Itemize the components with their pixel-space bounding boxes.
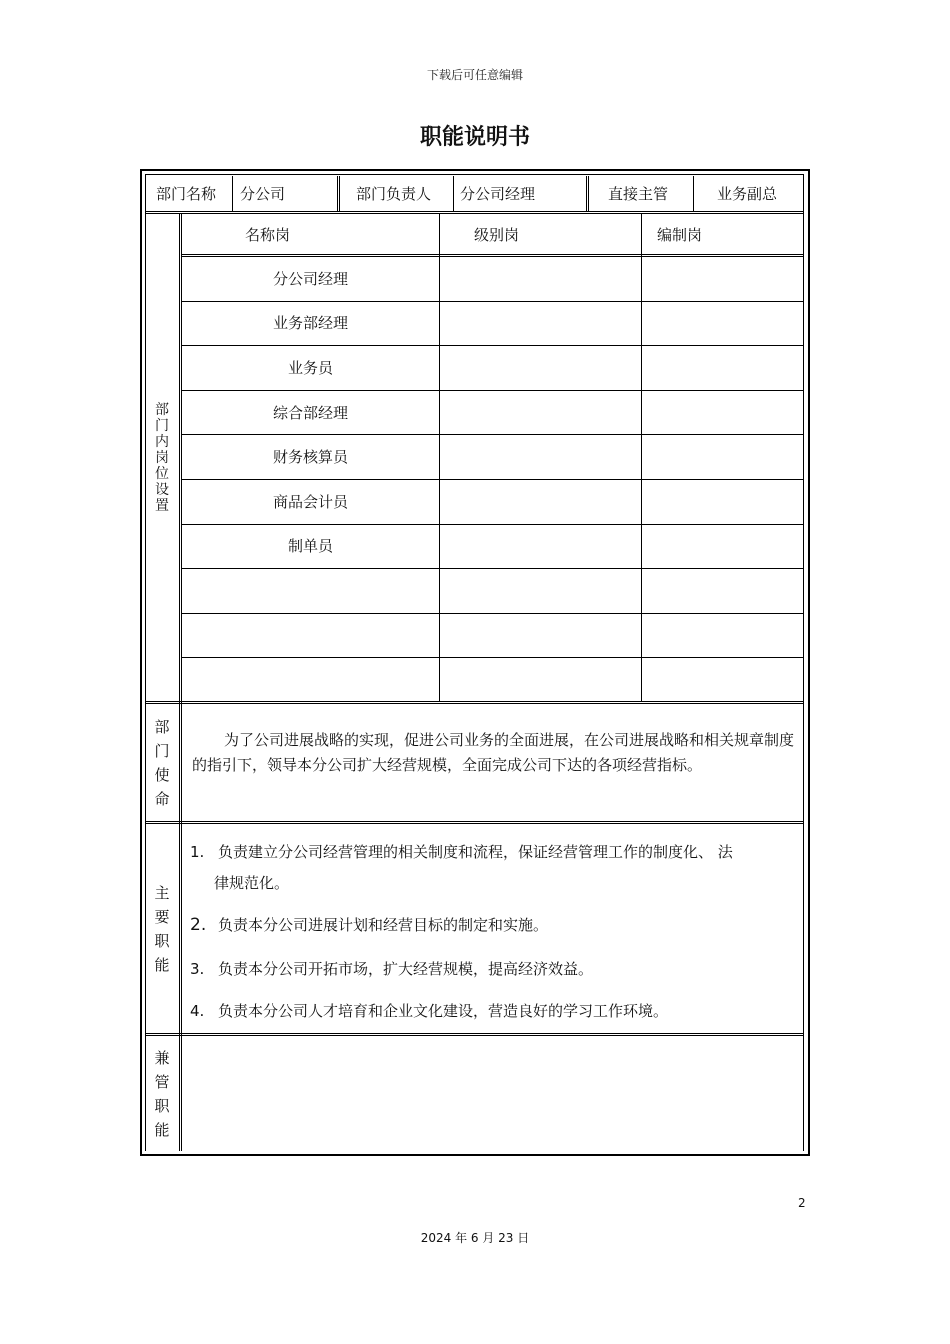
position-name-cell: 财务核算员	[272, 448, 348, 467]
mission-side-label: 部 门 使 命	[154, 717, 170, 808]
page-number: 2	[798, 1196, 806, 1210]
position-name-cell: 商品会计员	[272, 492, 348, 511]
header-note: 下载后可任意编辑	[426, 68, 523, 82]
position-name-cell: 制单员	[287, 537, 333, 556]
duty-item: 3. 负责本分公司开拓市场，扩大经营规模，提高经济效益。	[190, 960, 594, 978]
duty-item: 4. 负责本分公司人才培育和企业文化建设，营造良好的学习工作环境。	[190, 1002, 669, 1020]
position-name-cell	[182, 613, 439, 658]
duty-item: 2. 负责本分公司进展计划和经营目标的制定和实施。	[190, 915, 549, 935]
top-divider	[586, 176, 589, 211]
dept-head-value: 分公司经理	[460, 185, 536, 203]
section-divider	[145, 701, 804, 704]
position-row-border	[182, 568, 804, 569]
position-name-cell: 综合部经理	[272, 403, 348, 422]
supervisor-label: 直接主管	[608, 185, 669, 203]
position-row-border	[182, 434, 804, 435]
position-name-cell: 分公司经理	[272, 269, 348, 288]
position-row-border	[182, 301, 804, 302]
duties-side-label: 主 要 职 能	[154, 884, 170, 974]
concurrent-duties-content	[182, 1036, 803, 1151]
position-row-border	[182, 479, 804, 480]
position-row-border	[182, 613, 804, 614]
column-header-level: 级别岗	[474, 225, 520, 244]
mission-text: 为了公司进展战略的实现，促进公司业务的全面进展，在公司进展战略和相关规章制度的指引下，领导本分公司扩大经营规模，全面完成公司下达的各项经营指标。	[192, 731, 795, 774]
position-row-border	[182, 657, 804, 658]
document-title: 职能说明书	[419, 125, 530, 150]
position-name-cell: 业务部经理	[272, 314, 348, 333]
top-divider	[337, 176, 340, 211]
column-header-headcount: 编制岗	[657, 225, 703, 244]
positions-side-label: 部 门 内 岗 位 设 置	[155, 401, 169, 514]
footer-date: 2024 年 6 月 23 日	[420, 1231, 530, 1245]
dept-name-label: 部门名称	[156, 185, 217, 203]
position-name-cell: 业务员	[287, 358, 333, 377]
supervisor-value: 业务副总	[717, 185, 778, 203]
top-divider	[232, 176, 233, 211]
duty-item: 1. 负责建立分公司经营管理的相关制度和流程，保证经营管理工作的制度化、 法 律规范化。	[190, 843, 733, 892]
position-row-border	[182, 524, 804, 525]
position-row-border	[182, 390, 804, 391]
inner-right-border	[803, 174, 804, 1151]
column-header-name: 名称岗	[245, 225, 291, 244]
position-name-cell	[182, 657, 439, 702]
position-col-divider	[439, 214, 440, 701]
dept-name-value: 分公司	[240, 185, 286, 203]
position-row-border	[182, 345, 804, 346]
position-col-divider	[641, 214, 642, 701]
concurrent-side-label: 兼 管 职 能	[154, 1048, 170, 1139]
section-divider	[145, 821, 804, 824]
top-divider	[693, 176, 694, 211]
dept-head-label: 部门负责人	[356, 185, 432, 203]
top-row-border	[145, 174, 804, 175]
position-name-cell	[182, 568, 439, 613]
top-divider	[453, 176, 454, 211]
